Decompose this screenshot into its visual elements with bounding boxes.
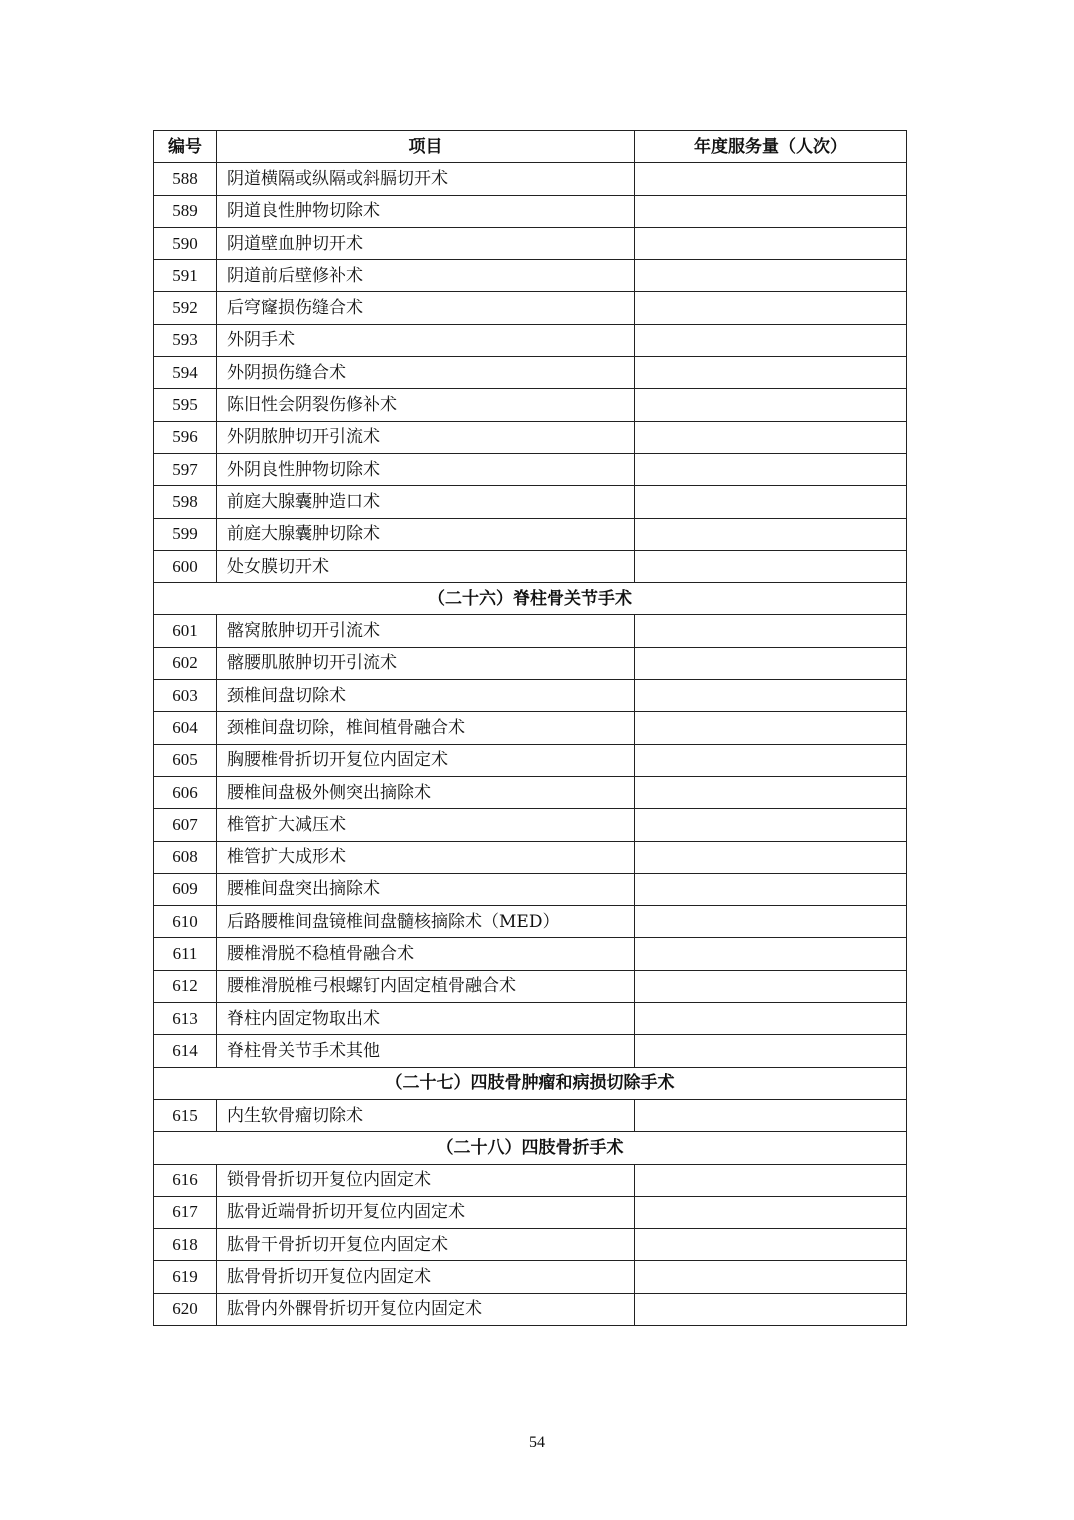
- item-name: 肱骨内外髁骨折切开复位内固定术: [217, 1293, 635, 1325]
- item-number: 592: [154, 292, 217, 324]
- table-row: [154, 486, 907, 518]
- item-number: 605: [154, 744, 217, 776]
- annual-service-volume-cell: [635, 1164, 907, 1196]
- annual-service-volume-cell: [635, 421, 907, 453]
- table-header-row: [154, 131, 907, 163]
- item-name: 肱骨近端骨折切开复位内固定术: [217, 1196, 635, 1228]
- item-number: 615: [154, 1099, 217, 1131]
- item-number: 599: [154, 518, 217, 550]
- annual-service-volume-cell: [635, 518, 907, 550]
- annual-service-volume-cell: [635, 1229, 907, 1261]
- item-number: 600: [154, 550, 217, 582]
- annual-service-volume-cell: [635, 357, 907, 389]
- table-row: [154, 712, 907, 744]
- item-name: 阴道横隔或纵隔或斜膈切开术: [217, 163, 635, 195]
- table-body: [154, 163, 907, 1326]
- item-name: 腰椎滑脱不稳植骨融合术: [217, 938, 635, 970]
- item-number: 595: [154, 389, 217, 421]
- item-number: 620: [154, 1293, 217, 1325]
- table-row: [154, 970, 907, 1002]
- item-number: 594: [154, 357, 217, 389]
- item-name: 阴道前后壁修补术: [217, 260, 635, 292]
- item-number: 618: [154, 1229, 217, 1261]
- item-name: 椎管扩大成形术: [217, 841, 635, 873]
- table-row: [154, 906, 907, 938]
- table-row: [154, 873, 907, 905]
- annual-service-volume-cell: [635, 809, 907, 841]
- table-row: [154, 1003, 907, 1035]
- table-row: [154, 1196, 907, 1228]
- item-name: 腰椎滑脱椎弓根螺钉内固定植骨融合术: [217, 970, 635, 1002]
- annual-service-volume-cell: [635, 227, 907, 259]
- section-title: （二十六）脊柱骨关节手术: [154, 583, 907, 615]
- annual-service-volume-cell: [635, 163, 907, 195]
- table-row: [154, 260, 907, 292]
- item-number: 598: [154, 486, 217, 518]
- item-number: 612: [154, 970, 217, 1002]
- table-row: [154, 421, 907, 453]
- item-number: 589: [154, 195, 217, 227]
- annual-service-volume-cell: [635, 744, 907, 776]
- table-row: [154, 744, 907, 776]
- table-row: [154, 1035, 907, 1067]
- table-row: [154, 647, 907, 679]
- item-number: 619: [154, 1261, 217, 1293]
- annual-service-volume-cell: [635, 680, 907, 712]
- item-name: 外阴脓肿切开引流术: [217, 421, 635, 453]
- annual-service-volume-cell: [635, 776, 907, 808]
- table-row: [154, 1261, 907, 1293]
- item-name: 外阴手术: [217, 324, 635, 356]
- item-name: 肱骨干骨折切开复位内固定术: [217, 1229, 635, 1261]
- item-number: 606: [154, 776, 217, 808]
- item-name: 内生软骨瘤切除术: [217, 1099, 635, 1131]
- item-name: 外阴良性肿物切除术: [217, 453, 635, 485]
- annual-service-volume-cell: [635, 550, 907, 582]
- annual-service-volume-cell: [635, 1003, 907, 1035]
- annual-service-volume-cell: [635, 873, 907, 905]
- item-number: 608: [154, 841, 217, 873]
- section-row: [154, 1132, 907, 1164]
- item-name: 外阴损伤缝合术: [217, 357, 635, 389]
- item-name: 阴道壁血肿切开术: [217, 227, 635, 259]
- header-number: 编号: [154, 131, 217, 163]
- item-name: 后路腰椎间盘镜椎间盘髓核摘除术（MED）: [217, 906, 635, 938]
- item-name: 颈椎间盘切除，椎间植骨融合术: [217, 712, 635, 744]
- table-row: [154, 1164, 907, 1196]
- item-name: 脊柱骨关节手术其他: [217, 1035, 635, 1067]
- annual-service-volume-cell: [635, 970, 907, 1002]
- annual-service-volume-cell: [635, 1293, 907, 1325]
- header-annual-service-volume: 年度服务量（人次）: [635, 131, 907, 163]
- item-number: 596: [154, 421, 217, 453]
- item-name: 椎管扩大减压术: [217, 809, 635, 841]
- item-name: 阴道良性肿物切除术: [217, 195, 635, 227]
- annual-service-volume-cell: [635, 389, 907, 421]
- item-name: 处女膜切开术: [217, 550, 635, 582]
- table-row: [154, 550, 907, 582]
- item-number: 614: [154, 1035, 217, 1067]
- item-name: 后穹窿损伤缝合术: [217, 292, 635, 324]
- table-row: [154, 938, 907, 970]
- section-row: [154, 583, 907, 615]
- item-name: 腰椎间盘极外侧突出摘除术: [217, 776, 635, 808]
- item-number: 616: [154, 1164, 217, 1196]
- item-number: 588: [154, 163, 217, 195]
- table-row: [154, 389, 907, 421]
- annual-service-volume-cell: [635, 1261, 907, 1293]
- table-row: [154, 776, 907, 808]
- table-row: [154, 195, 907, 227]
- item-name: 髂窝脓肿切开引流术: [217, 615, 635, 647]
- table-row: [154, 1229, 907, 1261]
- annual-service-volume-cell: [635, 841, 907, 873]
- item-name: 前庭大腺囊肿造口术: [217, 486, 635, 518]
- section-title: （二十七）四肢骨肿瘤和病损切除手术: [154, 1067, 907, 1099]
- table-row: [154, 357, 907, 389]
- header-item: 项目: [217, 131, 635, 163]
- table-row: [154, 227, 907, 259]
- item-number: 609: [154, 873, 217, 905]
- table-row: [154, 518, 907, 550]
- page-number: 54: [529, 1434, 545, 1451]
- table-row: [154, 324, 907, 356]
- annual-service-volume-cell: [635, 1099, 907, 1131]
- item-name: 颈椎间盘切除术: [217, 680, 635, 712]
- annual-service-volume-cell: [635, 615, 907, 647]
- item-number: 597: [154, 453, 217, 485]
- item-number: 603: [154, 680, 217, 712]
- surgery-items-table: [153, 130, 907, 1326]
- item-number: 607: [154, 809, 217, 841]
- annual-service-volume-cell: [635, 712, 907, 744]
- item-name: 锁骨骨折切开复位内固定术: [217, 1164, 635, 1196]
- item-name: 陈旧性会阴裂伤修补术: [217, 389, 635, 421]
- annual-service-volume-cell: [635, 260, 907, 292]
- item-number: 613: [154, 1003, 217, 1035]
- table-row: [154, 680, 907, 712]
- annual-service-volume-cell: [635, 453, 907, 485]
- annual-service-volume-cell: [635, 486, 907, 518]
- item-name: 脊柱内固定物取出术: [217, 1003, 635, 1035]
- annual-service-volume-cell: [635, 647, 907, 679]
- item-number: 611: [154, 938, 217, 970]
- item-number: 601: [154, 615, 217, 647]
- table-row: [154, 809, 907, 841]
- annual-service-volume-cell: [635, 324, 907, 356]
- item-number: 617: [154, 1196, 217, 1228]
- annual-service-volume-cell: [635, 292, 907, 324]
- annual-service-volume-cell: [635, 195, 907, 227]
- annual-service-volume-cell: [635, 906, 907, 938]
- table-row: [154, 453, 907, 485]
- item-number: 591: [154, 260, 217, 292]
- annual-service-volume-cell: [635, 938, 907, 970]
- annual-service-volume-cell: [635, 1196, 907, 1228]
- table-row: [154, 292, 907, 324]
- item-name: 腰椎间盘突出摘除术: [217, 873, 635, 905]
- section-row: [154, 1067, 907, 1099]
- item-name: 胸腰椎骨折切开复位内固定术: [217, 744, 635, 776]
- table-row: [154, 841, 907, 873]
- annual-service-volume-cell: [635, 1035, 907, 1067]
- item-number: 590: [154, 227, 217, 259]
- item-name: 前庭大腺囊肿切除术: [217, 518, 635, 550]
- table-row: [154, 1293, 907, 1325]
- item-number: 604: [154, 712, 217, 744]
- item-number: 593: [154, 324, 217, 356]
- table-row: [154, 163, 907, 195]
- item-number: 610: [154, 906, 217, 938]
- table-row: [154, 1099, 907, 1131]
- item-number: 602: [154, 647, 217, 679]
- section-title: （二十八）四肢骨折手术: [154, 1132, 907, 1164]
- table-row: [154, 615, 907, 647]
- item-name: 髂腰肌脓肿切开引流术: [217, 647, 635, 679]
- item-name: 肱骨骨折切开复位内固定术: [217, 1261, 635, 1293]
